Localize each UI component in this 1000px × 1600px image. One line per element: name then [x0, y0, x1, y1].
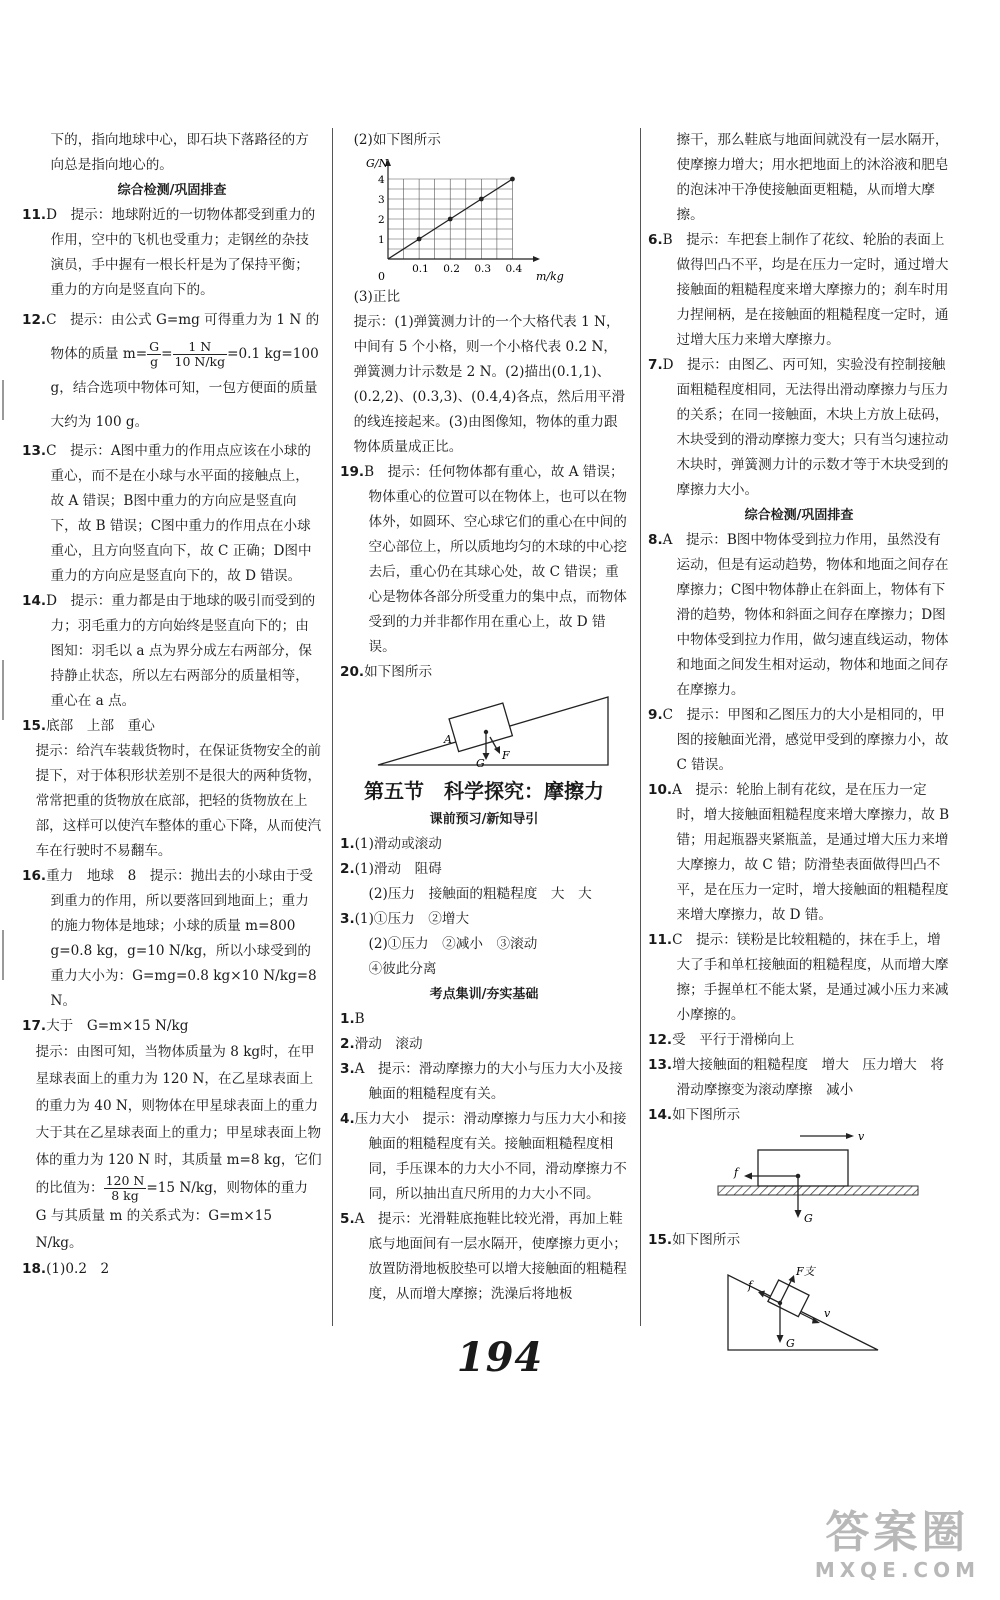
friction-arrowhead	[744, 1173, 752, 1180]
answer-number: 8.	[648, 532, 663, 548]
answer-number: 1.	[340, 836, 355, 852]
basic-5-continued: 擦干，那么鞋底与地面间就没有一层水隔开，使摩擦力增大；用水把地面上的沐浴液和肥皂的泡沫冲干净使接触面更粗糙，从而增大摩擦。	[676, 132, 949, 223]
graph-axes	[378, 159, 540, 275]
hint-text: 提示：由图可知，当物体质量为 8 kg时，在甲星球表面上的重力为 120 N，在乙星球表面上的重力为 40 N，则物体在甲星球表面上的重力大于其在乙星球表面上的重力；甲星球表面上物体的重力为 120 N 时，其质量 m=8 kg，它们的比值为：	[35, 1044, 322, 1196]
review-11	[648, 928, 950, 1028]
answer-17	[22, 1014, 322, 1039]
preview-3-part2: (2)①压力 ②减小 ③滚动	[368, 936, 538, 952]
block-a	[449, 703, 512, 751]
fraction-numerator: 1 N	[173, 340, 228, 355]
review-8	[648, 528, 950, 703]
answer-text: D 提示：重力都是由于地球的吸引而受到的力；羽毛重力的方向始终是竖直向下的；由图知：羽毛以 a 点为界分成左右两部分，保持静止状态，所以左右两部分的质量相等，重心在 a 点。	[46, 593, 316, 709]
chapter-title: 第五节 科学探究：摩擦力	[364, 779, 604, 803]
data-point	[510, 177, 515, 182]
x-axis-label: m/kg	[536, 270, 564, 283]
answer-text: B 提示：任何物体都有重心，故 A 错误；物体重心的位置可以在物体上，也可以在物体外，如圆环、空心球它们的重心在中间的空心部位上，所以质地均匀的木球的中心挖去后，重心仍在其球心处，故 C 错误；重心是物体各部分所受重力的集中点，而物体受到的力并非都作用在重心上，故 D 错误。	[364, 464, 627, 655]
answer-number: 6.	[648, 232, 663, 248]
answer-text: 增大接触面的粗糙程度 增大 压力增大 将滑动摩擦变为滚动摩擦 减小	[672, 1057, 944, 1098]
preview-1	[340, 832, 628, 857]
answer-text: =0.1 kg=100 g，结合选项中物体可知，一包方便面的质量大约为 100 g。	[50, 346, 319, 430]
friction-label: f	[734, 1166, 739, 1179]
y-tick-label: 3	[378, 194, 385, 206]
basic-2	[340, 1032, 628, 1057]
answer-text: (1)滑动 阻碍	[354, 861, 442, 877]
gravity-arrowhead	[795, 1210, 802, 1218]
preview-2-part2: (2)压力 接触面的粗糙程度 大 大	[368, 886, 592, 902]
answer-19	[340, 460, 628, 660]
answer-text: D 提示：由图乙、丙可知，实验没有控制接触面粗糙程度相同，无法得出滑动摩擦力与压力的关系；在同一接触面，木块上方放上砝码，木块受到的滑动摩擦力变大；只有当匀速拉动木块时，弹簧测力计的示数才等于木块受到的摩擦力大小。	[662, 357, 949, 498]
binding-edge-mark	[2, 380, 4, 420]
origin-label: 0	[378, 270, 385, 283]
answer-15	[22, 714, 322, 739]
velocity-label: v	[858, 1130, 865, 1143]
normal-force-label: F支	[796, 1265, 815, 1278]
answer-number: 12.	[648, 1032, 673, 1048]
answer-number: 11.	[22, 207, 47, 223]
answer-text: 如下图所示	[672, 1107, 741, 1123]
fraction-denominator: 8 kg	[111, 1188, 139, 1203]
answer-text: C 提示：A图中重力的作用点应该在小球的重心，而不是在小球与水平面的接触点上，故 A 错误；B图中重力的方向应是竖直向下，故 B 错误；C图中重力的作用点在小球重心，且方向竖直向下，故 C 正确；D图中重力的方向应是竖直向下的，故 D 错误。	[46, 443, 312, 584]
answer-text: =	[161, 346, 173, 362]
answer-18	[22, 1257, 322, 1282]
incline-force-diagram	[368, 687, 618, 771]
review-15	[648, 1228, 950, 1253]
data-point	[479, 197, 484, 202]
answer-text: C 提示：镁粉是比较粗糙的，抹在手上，增大了手和单杠接触面的粗糙程度，从而增大摩擦；手握单杠不能太紧，是通过减小压力来减小摩擦的。	[672, 932, 949, 1023]
review-13	[648, 1053, 950, 1103]
answer-20	[340, 660, 628, 685]
gravity-label: G	[476, 757, 485, 770]
block-label-a: A	[444, 733, 452, 746]
answer-text: D 提示：地球附近的一切物体都受到重力的作用，空中的飞机也受重力；走钢丝的杂技演员，手中握有一根长杆是为了保持平衡；重力的方向是竖直向下的。	[46, 207, 316, 298]
answer-number: 13.	[22, 443, 47, 459]
answer-text: (1)0.2 2	[46, 1261, 110, 1277]
answer-text: 如下图所示	[672, 1232, 741, 1248]
answer-number: 2.	[340, 861, 355, 877]
answer-18-part3: (3)正比	[353, 289, 401, 305]
answer-15-hint: 提示：给汽车装载货物时，在保证货物安全的前提下，对于体积形状差别不是很大的两种货物，常常把重的货物放在底部，把轻的货物放在上部，这样可以使汽车整体的重心下降，从而使汽车在行驶时不易翻车。	[35, 743, 322, 859]
x-tick-label: 0.2	[443, 263, 460, 275]
answer-text: 底部 上部 重心	[46, 718, 155, 734]
answer-text: 重力 地球 8 提示：抛出去的小球由于受到重力的作用，所以要落回到地面上；重力的施力物体是地球；小球的质量 m=800 g=0.8 kg，g=10 N/kg，所以小球受到的重力大小为：G=mg=0.8 kg×10 N/kg=8 N。	[46, 868, 317, 1009]
answer-17-hint	[22, 1039, 322, 1257]
review-14	[648, 1103, 950, 1128]
answer-number: 14.	[648, 1107, 673, 1123]
answer-text: 压力大小 提示：滑动摩擦力与压力大小和接触面的粗糙程度有关。接触面粗糙程度相同，手压课本的力大小不同，滑动摩擦力不同，所以抽出直尺所用的力大小不同。	[354, 1111, 627, 1202]
basic-5	[340, 1207, 628, 1307]
section-heading: 综合检测/巩固排查	[117, 183, 227, 198]
answer-12	[22, 303, 322, 439]
answer-18-part2: (2)如下图所示	[353, 132, 441, 148]
preview-2	[340, 857, 628, 882]
y-tick-label: 1	[378, 234, 385, 246]
answer-text: A 提示：轮胎上制有花纹，是在压力一定时，增大接触面粗糙程度来增大摩擦力，故 B 错；用起瓶器夹紧瓶盖，是通过增大压力来增大摩擦力，故 C 错；防滑垫表面做得凹凸不平，是在压力一定时，增大接触面的粗糙程度来增大摩擦力，故 D 错。	[672, 782, 950, 923]
answer-text: A 提示：滑动摩擦力的大小与压力大小及接触面的粗糙程度有关。	[354, 1061, 623, 1102]
watermark-logo-text: 答案圈	[825, 1507, 970, 1558]
answer-text: (1)①压力 ②增大	[354, 911, 470, 927]
normal-force-arrowhead	[789, 1275, 796, 1283]
section-heading: 考点集训/夯实基础	[429, 987, 539, 1002]
column-right	[648, 128, 950, 1357]
ground-surface	[718, 1186, 918, 1195]
answer-number: 16.	[22, 868, 47, 884]
review-10	[648, 778, 950, 928]
data-point	[417, 237, 422, 242]
horizontal-block-diagram	[688, 1130, 928, 1226]
answer-number: 17.	[22, 1018, 47, 1034]
column-divider	[640, 128, 641, 1326]
velocity-label: v	[824, 1307, 831, 1320]
gravity-label: G	[786, 1337, 795, 1350]
preview-3	[340, 907, 628, 932]
binding-edge-mark	[2, 930, 4, 980]
preview-3-part3: ④彼此分离	[368, 961, 437, 977]
friction-label: f	[748, 1279, 753, 1292]
basic-7	[648, 353, 950, 503]
page-number: 194	[456, 1334, 544, 1381]
review-9	[648, 703, 950, 778]
data-point	[448, 217, 453, 222]
answer-number: 7.	[648, 357, 663, 373]
answer-number: 20.	[340, 664, 365, 680]
fraction-denominator: g	[150, 354, 159, 369]
g-m-graph	[364, 155, 564, 283]
answer-text: C 提示：甲图和乙图压力的大小是相同的，甲图的接触面光滑，感觉甲受到的摩擦力小，故 C 错误。	[662, 707, 949, 773]
basic-1	[340, 1007, 628, 1032]
answer-text: B	[354, 1011, 365, 1027]
fraction-numerator: 120 N	[105, 1173, 145, 1188]
answer-18-hint: 提示：(1)弹簧测力计的一个大格代表 1 N，中间有 5 个小格，则一个小格代表 0.2 N，弹簧测力计示数是 2 N。(2)描出(0.1,1)、(0.2,2)、(0.3,3)、(0.4,4)各点，然后用平滑的线连接起来。(3)由图像知，物体的重力跟物体质量成正比。	[353, 314, 626, 455]
fraction-numerator: G	[149, 339, 160, 354]
x-tick-label: 0.1	[412, 263, 429, 275]
answer-number: 18.	[22, 1261, 47, 1277]
x-tick-label: 0.3	[474, 263, 492, 275]
force-f-arrowhead	[494, 746, 500, 754]
answer-11	[22, 203, 322, 303]
intro-text: 下的，指向地球中心，即石块下落路径的方向总是指向地心的。	[50, 132, 309, 173]
answer-text: 如下图所示	[364, 664, 433, 680]
fraction	[104, 1174, 147, 1203]
force-label-f: F	[502, 749, 510, 762]
y-tick-label: 2	[378, 214, 385, 226]
answer-number: 15.	[22, 718, 47, 734]
answer-number: 12.	[22, 312, 47, 328]
binding-edge-mark	[2, 660, 4, 720]
answer-number: 13.	[648, 1057, 673, 1073]
answer-text: C 提示：由公式 G=mg 可得重力为 1 N 的物体的质量 m=	[46, 312, 320, 362]
block-group	[449, 703, 512, 751]
answer-16	[22, 864, 322, 1014]
answer-number: 2.	[340, 1036, 355, 1052]
x-tick-label: 0.4	[505, 263, 523, 275]
x-axis-arrowhead	[533, 256, 540, 262]
answer-number: 14.	[22, 593, 47, 609]
answer-number: 1.	[340, 1011, 355, 1027]
answer-number: 10.	[648, 782, 673, 798]
answer-number: 3.	[340, 1061, 355, 1077]
answer-number: 9.	[648, 707, 663, 723]
fraction	[173, 340, 228, 369]
friction-arrowhead	[758, 1291, 765, 1298]
review-12	[648, 1028, 950, 1053]
answer-number: 15.	[648, 1232, 673, 1248]
sliding-block	[758, 1150, 848, 1186]
answer-text: (1)滑动或滚动	[354, 836, 442, 852]
hint-text: =15 N/kg，则物体的重力 G 与其质量 m 的关系式为：G=m×15 N/kg。	[35, 1180, 308, 1251]
answer-13	[22, 439, 322, 589]
watermark-url: MXQE.COM	[814, 1558, 980, 1582]
y-tick-label: 4	[378, 174, 385, 186]
answer-text: 大于 G=m×15 N/kg	[46, 1018, 189, 1034]
column-middle	[340, 128, 628, 1307]
answer-number: 4.	[340, 1111, 355, 1127]
answer-text: B 提示：车把套上制作了花纹、轮胎的表面上做得凹凸不平，均是在压力一定时，通过增大接触面的粗糙程度来增大摩擦力的；刹车时用力捏闸柄，是在接触面的粗糙程度一定时，通过增大压力来增大摩擦力。	[662, 232, 949, 348]
column-divider	[332, 128, 333, 1326]
answer-number: 5.	[340, 1211, 355, 1227]
basic-6	[648, 228, 950, 353]
fraction-denominator: 10 N/kg	[174, 354, 226, 369]
section-heading: 综合检测/巩固排查	[744, 508, 854, 523]
answer-number: 3.	[340, 911, 355, 927]
gravity-label: G	[804, 1212, 813, 1225]
watermark	[815, 1508, 980, 1582]
fraction	[147, 340, 161, 369]
answer-text: 受 平行于滑梯向上	[672, 1032, 795, 1048]
y-axis-label: G/N	[366, 157, 389, 170]
basic-3	[340, 1057, 628, 1107]
answer-number: 11.	[648, 932, 673, 948]
basic-4	[340, 1107, 628, 1207]
column-left	[22, 128, 322, 1282]
velocity-arrowhead	[846, 1133, 854, 1139]
answer-number: 19.	[340, 464, 365, 480]
answer-text: 滑动 滚动	[354, 1036, 423, 1052]
answer-text: A 提示：B图中物体受到拉力作用，虽然没有运动，但是有运动趋势，物体和地面之间存在摩擦力；C图中物体静止在斜面上，物体有下滑的趋势，物体和斜面之间存在摩擦力；D图中物体受到拉力作用，做匀速直线运动，物体和地面之间发生相对运动，物体和地面之间存在摩擦力。	[662, 532, 949, 698]
answer-text: A 提示：光滑鞋底拖鞋比较光滑，再加上鞋底与地面间有一层水隔开，使摩擦力更小；放置防滑地板胶垫可以增大接触面的粗糙程度，从而增大摩擦；洗澡后将地板	[354, 1211, 627, 1302]
answer-14	[22, 589, 322, 714]
section-heading: 课前预习/新知导引	[429, 812, 539, 827]
